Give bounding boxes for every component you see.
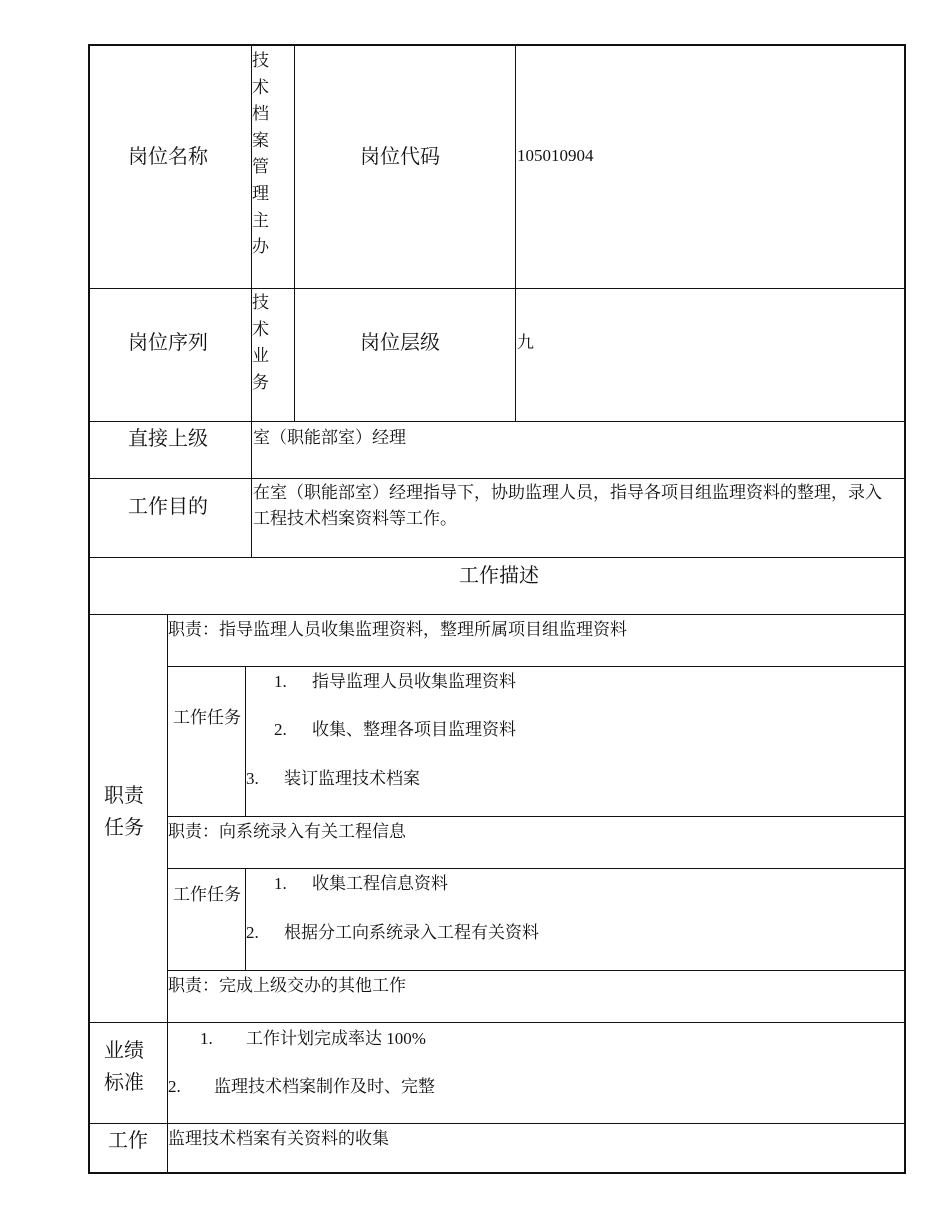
performance-item bbox=[200, 1026, 426, 1052]
work-value: 监理技术档案有关资料的收集 bbox=[168, 1129, 389, 1148]
task-label: 工作任务 bbox=[173, 708, 241, 728]
row-divider bbox=[90, 288, 904, 289]
post-name-label: 岗位名称 bbox=[128, 144, 208, 168]
row-divider bbox=[167, 868, 904, 869]
duty-text: 职责：指导监理人员收集监理资料，整理所属项目组监理资料 bbox=[168, 620, 627, 639]
task-number: 2. bbox=[274, 720, 287, 739]
task-text: 装订监理技术档案 bbox=[284, 769, 420, 788]
post-level-value: 九 bbox=[517, 333, 534, 352]
task-text: 收集、整理各项目监理资料 bbox=[312, 720, 516, 739]
task-item bbox=[274, 669, 516, 695]
task-number: 1. bbox=[274, 874, 287, 893]
task-text: 指导监理人员收集监理资料 bbox=[312, 672, 516, 691]
task-number: 1. bbox=[274, 672, 287, 691]
row-divider bbox=[167, 970, 904, 971]
row-divider bbox=[167, 816, 904, 817]
row-divider bbox=[90, 557, 904, 558]
post-level-label: 岗位层级 bbox=[360, 330, 440, 354]
post-series-label: 岗位序列 bbox=[128, 330, 208, 354]
task-item bbox=[246, 920, 539, 946]
row-divider bbox=[90, 478, 904, 479]
column-divider bbox=[245, 666, 246, 816]
post-name-value: 技术档案管理主办 bbox=[252, 51, 269, 257]
post-code-label: 岗位代码 bbox=[360, 144, 440, 168]
post-series-value: 技术业务 bbox=[252, 293, 269, 392]
performance-number: 2. bbox=[168, 1077, 181, 1096]
row-divider bbox=[90, 1123, 904, 1124]
duty-text: 职责：向系统录入有关工程信息 bbox=[168, 822, 406, 841]
task-text: 根据分工向系统录入工程有关资料 bbox=[284, 923, 539, 942]
performance-item bbox=[168, 1074, 435, 1100]
row-divider bbox=[90, 421, 904, 422]
performance-text: 工作计划完成率达 100% bbox=[246, 1029, 426, 1048]
column-divider bbox=[245, 868, 246, 970]
purpose-label: 工作目的 bbox=[128, 494, 208, 518]
performance-label: 业绩标准 bbox=[104, 1038, 144, 1094]
task-number: 3. bbox=[246, 769, 259, 788]
superior-value: 室（职能部室）经理 bbox=[253, 428, 406, 447]
job-description-table bbox=[88, 44, 906, 1174]
work-label: 工作 bbox=[108, 1128, 148, 1152]
task-label: 工作任务 bbox=[173, 885, 241, 905]
duty-text: 职责：完成上级交办的其他工作 bbox=[168, 976, 406, 995]
performance-text: 监理技术档案制作及时、完整 bbox=[214, 1077, 435, 1096]
row-divider bbox=[90, 1022, 904, 1023]
superior-label: 直接上级 bbox=[128, 426, 208, 450]
purpose-value: 在室（职能部室）经理指导下，协助监理人员，指导各项目组监理资料的整理，录入工程技术档案资料等工作。 bbox=[253, 483, 882, 528]
row-divider bbox=[90, 614, 904, 615]
task-number: 2. bbox=[246, 923, 259, 942]
description-title: 工作描述 bbox=[459, 563, 539, 587]
column-divider bbox=[515, 46, 516, 421]
duties-label: 职责任务 bbox=[104, 783, 144, 839]
task-item bbox=[274, 871, 448, 897]
column-divider bbox=[294, 46, 295, 421]
post-code-value: 105010904 bbox=[517, 146, 594, 165]
task-text: 收集工程信息资料 bbox=[312, 874, 448, 893]
performance-number: 1. bbox=[200, 1029, 213, 1048]
row-divider bbox=[167, 666, 904, 667]
task-item bbox=[274, 717, 516, 743]
task-item bbox=[246, 766, 420, 792]
